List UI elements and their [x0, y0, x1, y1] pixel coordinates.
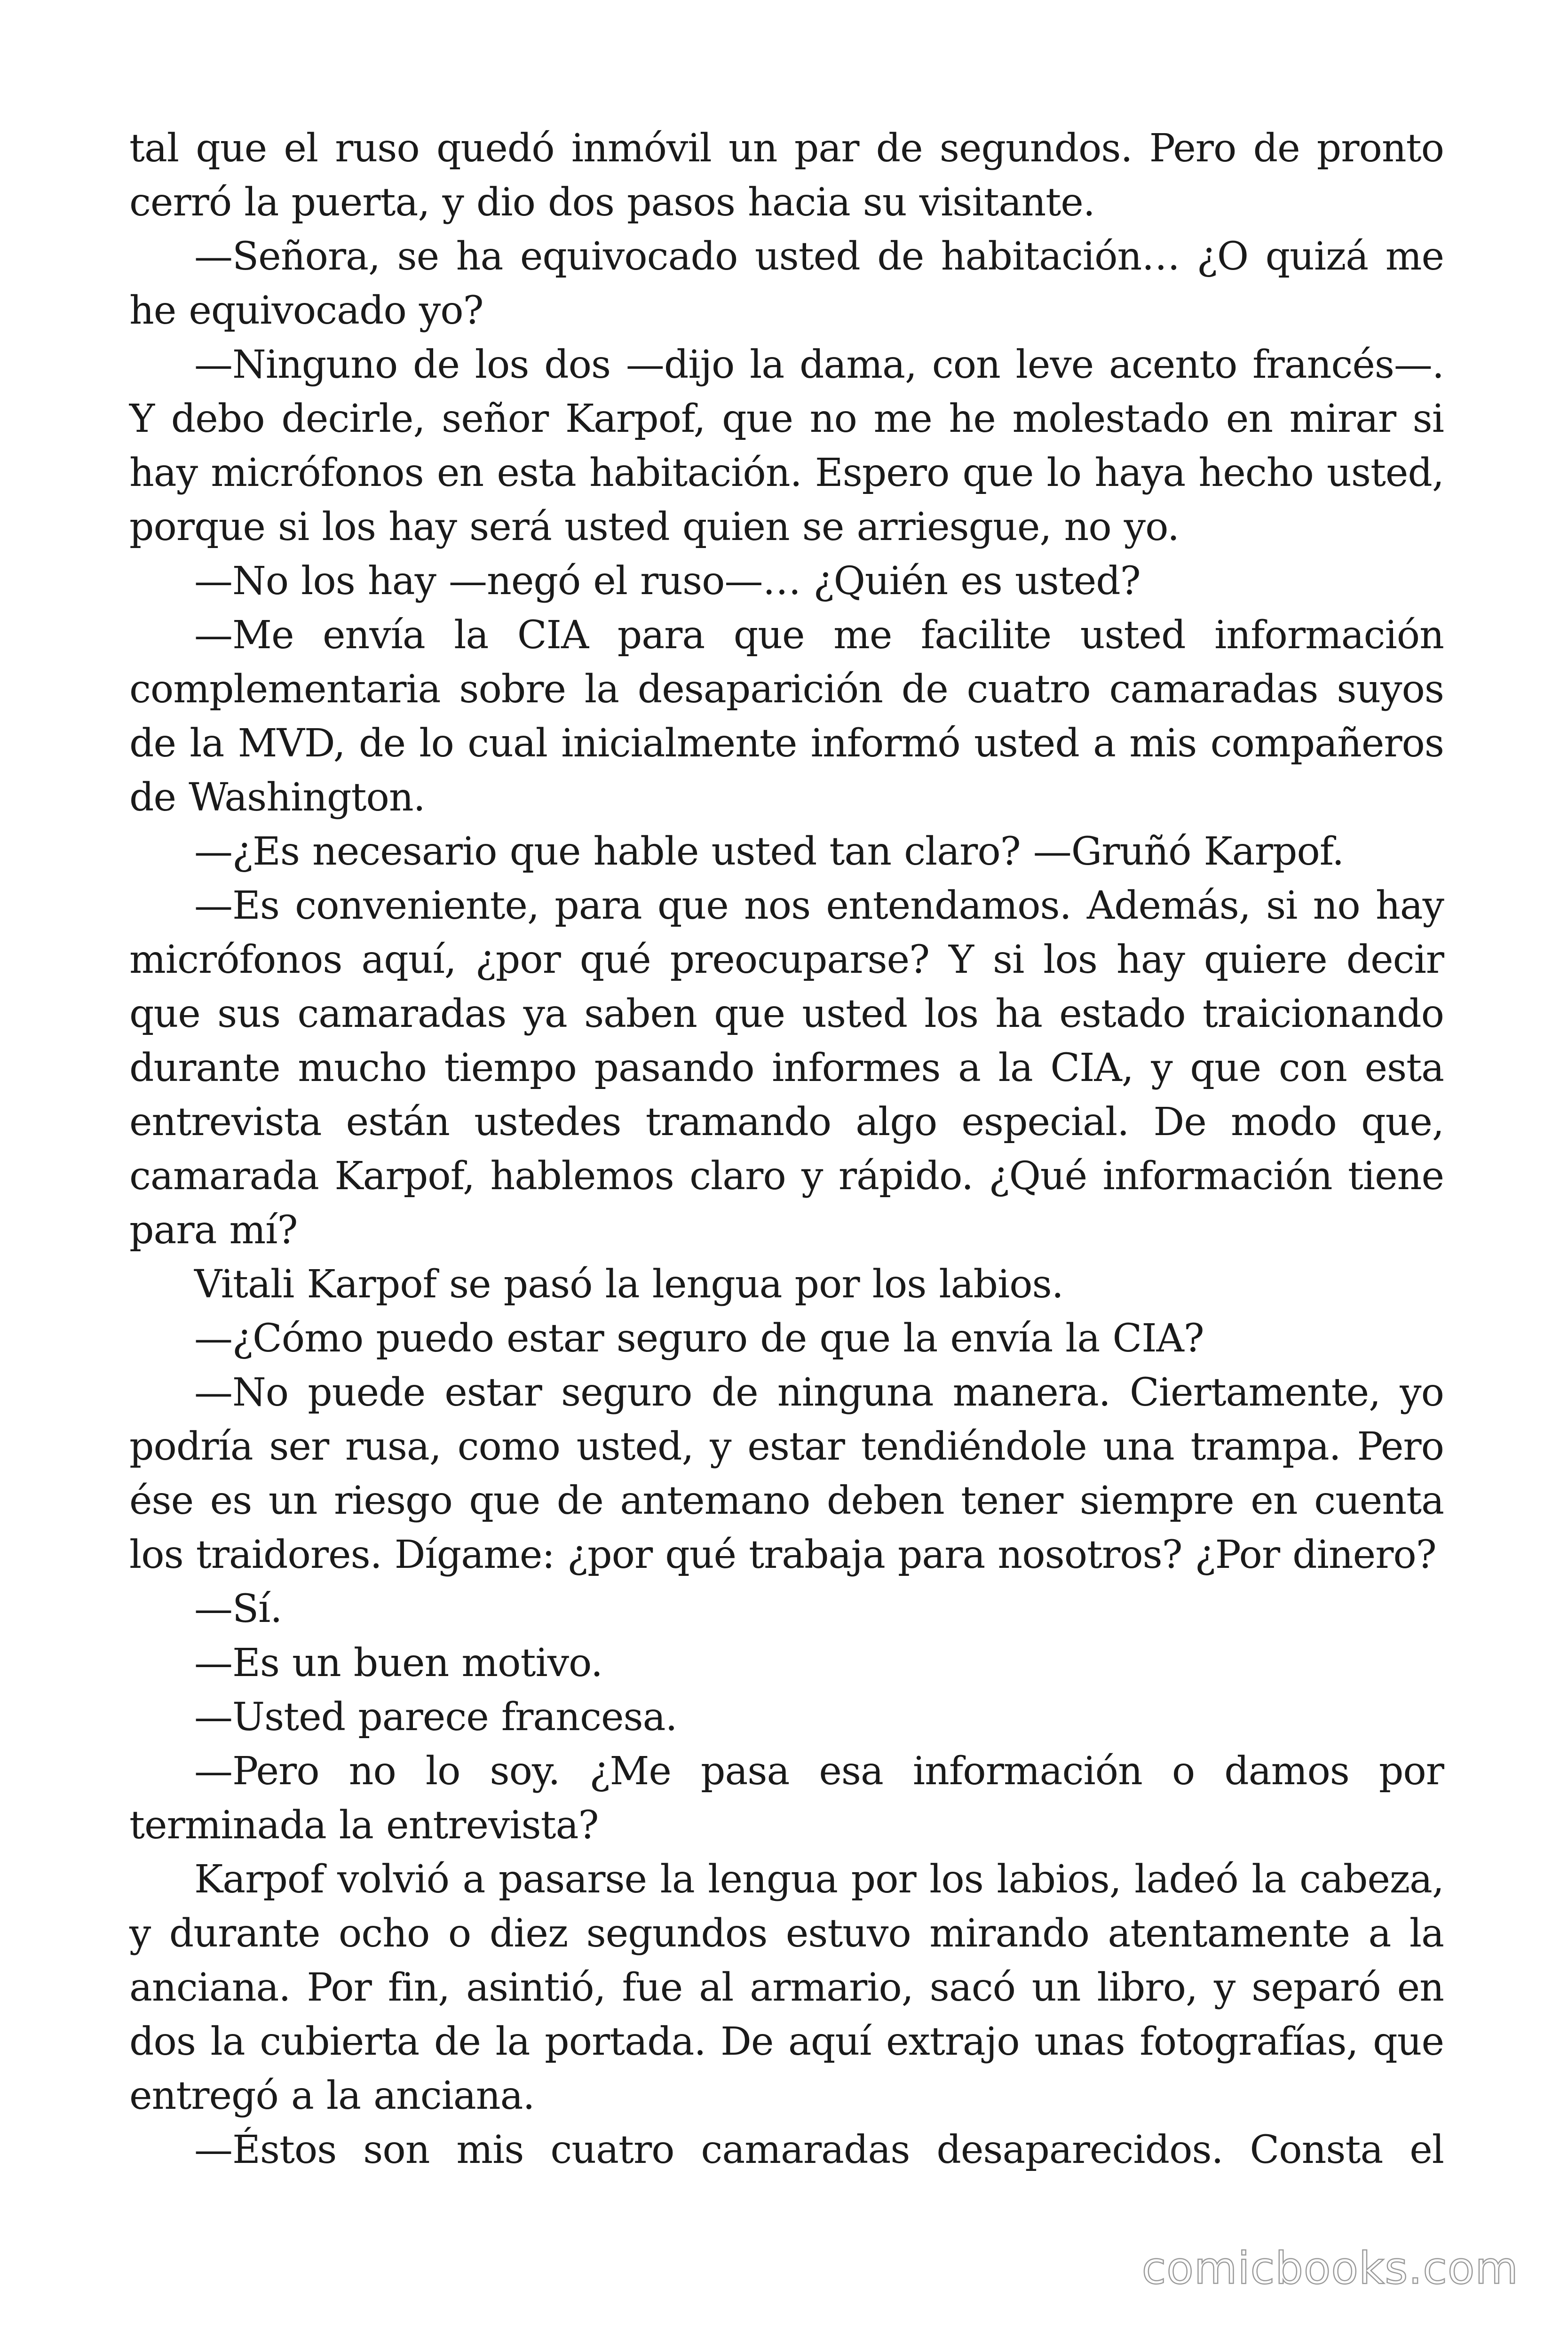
paragraph: —Pero no lo soy. ¿Me pasa esa información o damos por terminada la entrevista? — [129, 1749, 1444, 1848]
paragraph: —Sí. — [194, 1587, 282, 1631]
paragraph: —Señora, se ha equivocado usted de habitación… ¿O quizá me he equivocado yo? — [129, 234, 1444, 333]
paragraph: —Éstos son mis cuatro camaradas desaparecidos. Consta el — [194, 2128, 1444, 2172]
paragraph: Vitali Karpof se pasó la lengua por los labios. — [194, 1262, 1063, 1307]
paragraph: —Es un buen motivo. — [194, 1641, 603, 1685]
paragraph: —¿Cómo puedo estar seguro de que la envía la CIA? — [194, 1316, 1204, 1361]
paragraph: —¿Es necesario que hable usted tan claro? —Gruñó Karpof. — [194, 829, 1344, 874]
paragraph: —No los hay —negó el ruso—… ¿Quién es usted? — [194, 559, 1140, 604]
paragraph: Karpof volvió a pasarse la lengua por los labios, ladeó la cabeza, y durante ocho o diez segundos estuvo mirando atentamente a la anciana. Por fin, asintió, fue al armario, sacó un libro, y separó en dos la cubierta de la portada. De aquí extrajo unas fotografías, que entregó a la anciana. — [129, 1857, 1444, 2118]
paragraph: —Ninguno de los dos —dijo la dama, con leve acento francés—. Y debo decirle, señor Karpof, que no me he molestado en mirar si hay micrófonos en esta habitación. Espero que lo haya hecho usted, porque si los hay será usted quien se arriesgue, no yo. — [129, 342, 1444, 549]
paragraph: —No puede estar seguro de ninguna manera. Ciertamente, yo podría ser rusa, como usted, y estar tendiéndole una trampa. Pero ése es un riesgo que de antemano deben tener siempre en cuenta los traidores. Dígame: ¿por qué trabaja para nosotros? ¿Por dinero? — [129, 1370, 1444, 1577]
body-text — [129, 121, 1444, 2177]
paragraph: tal que el ruso quedó inmóvil un par de segundos. Pero de pronto cerró la puerta, y dio dos pasos hacia su visitante. — [129, 126, 1444, 225]
paragraph: —Es conveniente, para que nos entendamos. Además, si no hay micrófonos aquí, ¿por qué preocuparse? Y si los hay quiere decir que sus camaradas ya saben que usted los ha estado traicionando durante mucho tiempo pasando informes a la CIA, y que con esta entrevista están ustedes tramando algo especial. De modo que, camarada Karpof, hablemos claro y rápido. ¿Qué información tiene para mí? — [129, 883, 1444, 1253]
paragraph: —Usted parece francesa. — [194, 1695, 677, 1740]
watermark: comicbooks.com — [1141, 2243, 1519, 2294]
paragraph: —Me envía la CIA para que me facilite usted información complementaria sobre la desaparición de cuatro camaradas suyos de la MVD, de lo cual inicialmente informó usted a mis compañeros de Washington. — [129, 613, 1444, 820]
